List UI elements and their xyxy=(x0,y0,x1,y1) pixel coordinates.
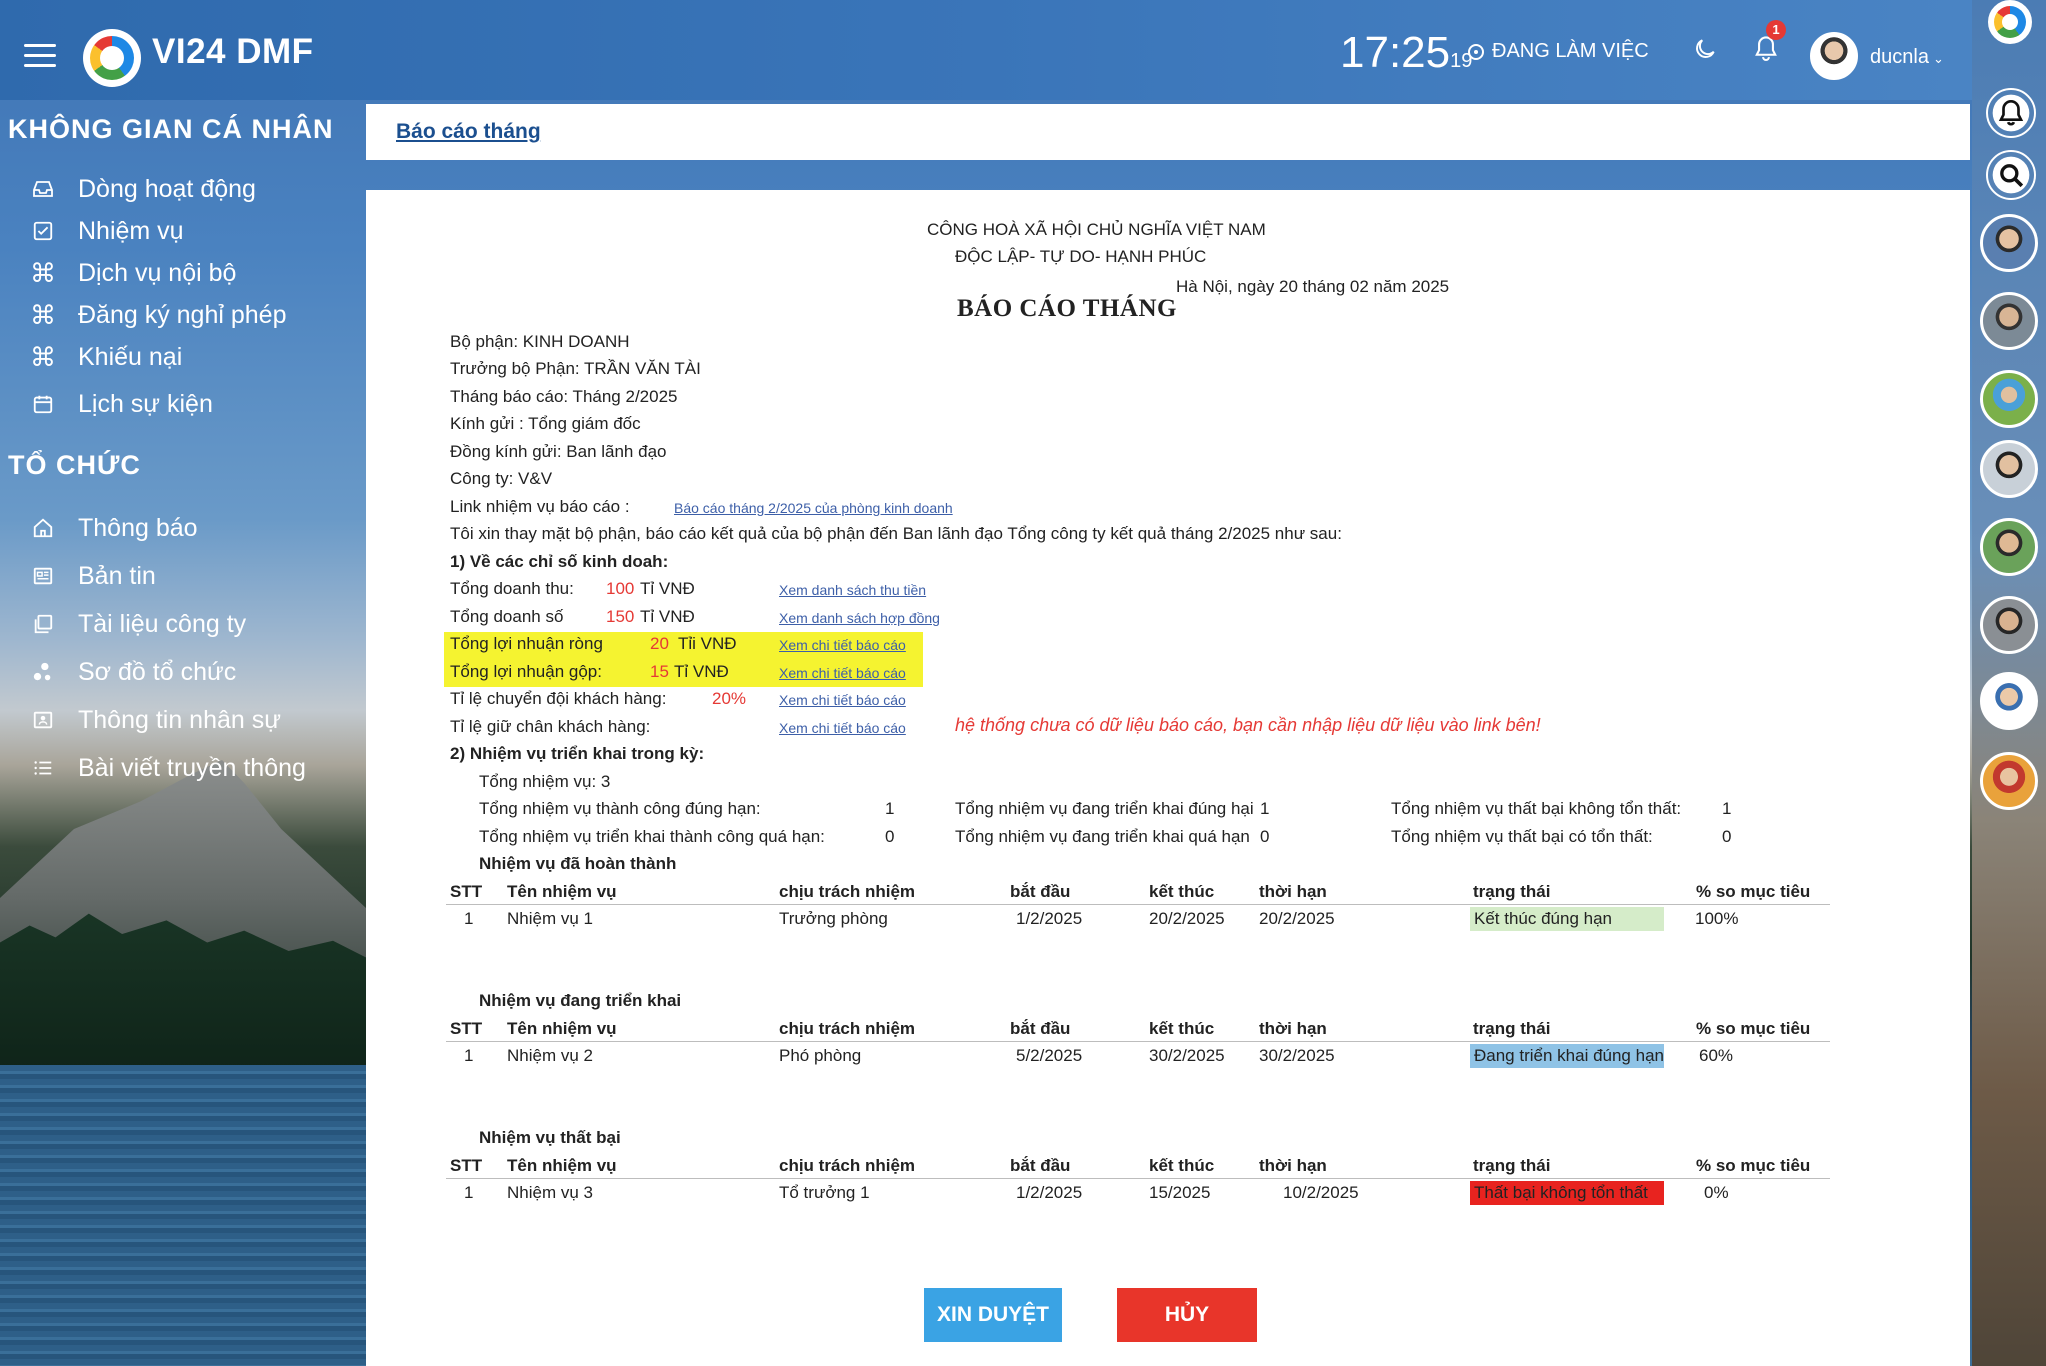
col-stt: STT xyxy=(450,1156,483,1175)
sidebar-item-internal-services[interactable]: ⌘ Dịch vụ nội bộ xyxy=(30,257,237,288)
metric-value-conversion-rate: 20% xyxy=(712,689,747,708)
cell-stt: 1 xyxy=(464,1183,474,1202)
top-bar xyxy=(0,0,1972,100)
col-start: bắt đầu xyxy=(1010,1019,1071,1038)
metric-value-gross-profit: 15 xyxy=(650,662,669,681)
table-divider xyxy=(446,1041,1830,1042)
table-divider xyxy=(446,1178,1830,1179)
col-deadline: thời hạn xyxy=(1259,1019,1327,1038)
tab-monthly-report[interactable]: Báo cáo tháng xyxy=(396,120,541,143)
command-icon: ⌘ xyxy=(30,299,56,330)
metric-unit-revenue: Tỉ VNĐ xyxy=(640,579,695,598)
id-card-icon xyxy=(30,707,56,733)
contact-avatar[interactable] xyxy=(1980,596,2038,654)
report-document xyxy=(366,190,1970,1366)
col-percent: % so mục tiêu xyxy=(1696,882,1811,901)
section-business-metrics: 1) Về các chỉ số kinh doah: xyxy=(450,552,669,571)
logo[interactable] xyxy=(83,29,141,87)
table-title-failed: Nhiệm vụ thất bại xyxy=(479,1128,621,1147)
place-date: Hà Nội, ngày 20 tháng 02 năm 2025 xyxy=(1176,277,1450,296)
sidebar-personal-list xyxy=(0,168,366,430)
col-status: trạng thái xyxy=(1473,1156,1551,1175)
inbox-icon xyxy=(30,176,56,202)
status-badge: Kết thúc đúng hạn xyxy=(1470,907,1664,931)
status-ring-icon xyxy=(1468,44,1484,60)
cell-owner: Trưởng phòng xyxy=(779,909,888,928)
col-start: bắt đầu xyxy=(1010,882,1071,901)
sidebar xyxy=(0,100,366,800)
sidebar-item-media-posts[interactable]: Bài viết truyền thông xyxy=(0,744,366,792)
metric-label-net-profit: Tổng lợi nhuận ròng xyxy=(450,634,603,653)
cell-deadline: 30/2/2025 xyxy=(1259,1046,1335,1065)
sidebar-item-event-calendar[interactable]: Lịch sự kiện xyxy=(0,378,366,430)
sidebar-section-organization: TỔ CHỨC xyxy=(8,450,141,480)
col-percent: % so mục tiêu xyxy=(1696,1019,1811,1038)
user-avatar[interactable] xyxy=(1810,32,1858,80)
metric-label-conversion-rate: Tỉ lệ chuyển đội khách hàng: xyxy=(450,689,667,708)
status-badge: Thất bại không tổn thất xyxy=(1470,1181,1664,1205)
cancel-button[interactable]: HỦY xyxy=(1117,1288,1257,1342)
metric-unit-gross-profit: Tỉ VNĐ xyxy=(674,662,729,681)
table-title-in-progress: Nhiệm vụ đang triển khai xyxy=(479,991,682,1010)
link-contract-list[interactable]: Xem danh sách hợp đồng xyxy=(779,610,940,626)
stat-label-failed-with-loss: Tổng nhiệm vụ thất bại có tổn thất: xyxy=(1391,827,1653,846)
bell-icon[interactable] xyxy=(1986,88,2036,138)
report-title: BÁO CÁO THÁNG xyxy=(957,295,1177,322)
org-chart-icon xyxy=(30,659,56,685)
stat-label-ongoing-on-time: Tổng nhiệm vụ đang triển khai đúng hại xyxy=(955,799,1254,818)
col-end: kết thúc xyxy=(1149,1019,1215,1038)
col-end: kết thúc xyxy=(1149,882,1215,901)
contact-avatar[interactable] xyxy=(1980,518,2038,576)
metric-label-gross-profit: Tổng lợi nhuận gộp: xyxy=(450,662,602,681)
cell-task-name: Nhiệm vụ 2 xyxy=(507,1046,593,1065)
metric-value-net-profit: 20 xyxy=(650,634,669,653)
app-logo-icon[interactable] xyxy=(1988,0,2032,44)
cell-task-name: Nhiệm vụ 1 xyxy=(507,909,593,928)
cell-end: 15/2025 xyxy=(1149,1183,1211,1202)
calendar-icon xyxy=(30,391,56,417)
cell-deadline: 10/2/2025 xyxy=(1283,1183,1359,1202)
col-task-name: Tên nhiệm vụ xyxy=(507,1156,617,1175)
brand-name: VI24 DMF xyxy=(152,32,314,71)
tab-bar xyxy=(366,104,1970,160)
link-conversion-detail[interactable]: Xem chi tiết báo cáo xyxy=(779,692,906,708)
col-owner: chịu trách nhiệm xyxy=(779,1019,916,1038)
contact-avatar[interactable] xyxy=(1980,292,2038,350)
col-percent: % so mục tiêu xyxy=(1696,1156,1811,1175)
sidebar-item-hr-info[interactable]: Thông tin nhân sự xyxy=(0,696,366,744)
work-status[interactable]: ĐANG LÀM VIỆC xyxy=(1468,40,1649,63)
hamburger-menu-icon[interactable] xyxy=(24,44,56,66)
cell-percent: 100% xyxy=(1695,909,1739,928)
section-tasks: 2) Nhiệm vụ triển khai trong kỳ: xyxy=(450,744,705,763)
metric-value-sales: 150 xyxy=(606,607,635,626)
stat-value-failed-with-loss: 0 xyxy=(1722,827,1732,846)
info-department-head: Trưởng bộ Phận: TRẦN VĂN TÀI xyxy=(450,359,701,378)
cell-owner: Phó phòng xyxy=(779,1046,862,1065)
info-company: Công ty: V&V xyxy=(450,469,553,488)
approve-button[interactable]: XIN DUYỆT xyxy=(924,1288,1062,1342)
metric-label-sales: Tổng doanh số xyxy=(450,607,564,626)
sidebar-item-activity[interactable]: Dòng hoạt động xyxy=(0,168,366,210)
sidebar-item-announcements[interactable]: Thông báo xyxy=(0,504,366,552)
task-link-label: Link nhiệm vụ báo cáo : xyxy=(450,497,630,516)
sidebar-item-tasks[interactable]: Nhiệm vụ xyxy=(0,210,366,252)
command-icon: ⌘ xyxy=(30,341,56,372)
contact-avatar[interactable] xyxy=(1980,214,2038,272)
col-task-name: Tên nhiệm vụ xyxy=(507,1019,617,1038)
sidebar-section-personal: KHÔNG GIAN CÁ NHÂN xyxy=(8,114,334,144)
info-recipient: Kính gửi : Tổng giám đốc xyxy=(450,414,641,433)
col-owner: chịu trách nhiệm xyxy=(779,882,916,901)
metric-label-revenue: Tổng doanh thu: xyxy=(450,579,574,598)
info-report-month: Tháng báo cáo: Tháng 2/2025 xyxy=(450,387,678,406)
status-badge: Đang triển khai đúng hạn xyxy=(1470,1044,1664,1068)
info-cc: Đồng kính gửi: Ban lãnh đạo xyxy=(450,442,667,461)
metric-label-retention-rate: Tỉ lệ giữ chân khách hàng: xyxy=(450,717,651,736)
total-tasks: Tổng nhiệm vụ: 3 xyxy=(479,772,611,791)
table-title-completed: Nhiệm vụ đã hoàn thành xyxy=(479,854,677,873)
metric-unit-net-profit: Tỉi VNĐ xyxy=(678,634,737,653)
home-icon xyxy=(30,515,56,541)
report-intro: Tôi xin thay mặt bộ phận, báo cáo kết quả của bộ phận đến Ban lãnh đạo Tổng công ty kết quả tháng 2/2025 như sau: xyxy=(450,524,1342,543)
link-payment-list[interactable]: Xem danh sách thu tiền xyxy=(779,582,927,598)
sidebar-item-leave-request[interactable]: ⌘ Đăng ký nghỉ phép xyxy=(30,299,287,330)
sidebar-item-newsletter[interactable]: Bản tin xyxy=(0,552,366,600)
contact-avatar[interactable] xyxy=(1980,752,2038,810)
stat-label-success-on-time: Tổng nhiệm vụ thành công đúng hạn: xyxy=(479,799,761,818)
stat-value-success-overdue: 0 xyxy=(885,827,895,846)
col-status: trạng thái xyxy=(1473,1019,1551,1038)
cell-percent: 0% xyxy=(1704,1183,1729,1202)
stat-value-ongoing-overdue: 0 xyxy=(1260,827,1270,846)
table-divider xyxy=(446,904,1830,905)
background-water xyxy=(0,1065,370,1366)
sidebar-item-company-documents[interactable]: Tài liệu công ty xyxy=(0,600,366,648)
col-stt: STT xyxy=(450,1019,483,1038)
moon-icon[interactable] xyxy=(1692,36,1718,62)
cell-stt: 1 xyxy=(464,909,474,928)
documents-icon xyxy=(30,611,56,637)
list-icon xyxy=(30,755,56,781)
cell-stt: 1 xyxy=(464,1046,474,1065)
stat-value-ongoing-on-time: 1 xyxy=(1260,799,1270,818)
col-end: kết thúc xyxy=(1149,1156,1215,1175)
clock: 17:2519 xyxy=(1340,28,1473,77)
motto-heading: ĐỘC LẬP- TỰ DO- HẠNH PHÚC xyxy=(955,247,1207,266)
notification-badge: 1 xyxy=(1766,20,1786,40)
contact-avatar[interactable] xyxy=(1980,672,2038,730)
metric-unit-sales: Tỉ VNĐ xyxy=(640,607,695,626)
col-status: trạng thái xyxy=(1473,882,1551,901)
contact-avatar[interactable] xyxy=(1980,440,2038,498)
stat-value-failed-no-loss: 1 xyxy=(1722,799,1732,818)
stat-label-success-overdue: Tổng nhiệm vụ triển khai thành công quá hạn: xyxy=(479,827,825,846)
nation-heading: CÔNG HOÀ XÃ HỘI CHỦ NGHĨA VIỆT NAM xyxy=(927,220,1266,239)
cell-owner: Tổ trưởng 1 xyxy=(779,1183,870,1202)
contact-avatar[interactable] xyxy=(1980,370,2038,428)
col-task-name: Tên nhiệm vụ xyxy=(507,882,617,901)
stat-value-success-on-time: 1 xyxy=(885,799,895,818)
checkbox-icon xyxy=(30,218,56,244)
metric-value-revenue: 100 xyxy=(606,579,635,598)
chevron-down-icon: ⌄ xyxy=(1932,51,1944,66)
task-report-link[interactable]: Báo cáo tháng 2/2025 của phòng kinh doanh xyxy=(674,500,953,516)
cell-deadline: 20/2/2025 xyxy=(1259,909,1335,928)
col-start: bắt đầu xyxy=(1010,1156,1071,1175)
command-icon: ⌘ xyxy=(30,257,56,288)
col-stt: STT xyxy=(450,882,483,901)
col-owner: chịu trách nhiệm xyxy=(779,1156,916,1175)
missing-data-warning: hệ thống chưa có dữ liệu báo cáo, bạn cần nhập liệu dữ liệu vào link bên! xyxy=(955,715,1541,735)
sidebar-item-complaints[interactable]: ⌘ Khiếu nại xyxy=(30,341,183,372)
cell-end: 30/2/2025 xyxy=(1149,1046,1225,1065)
stat-label-ongoing-overdue: Tổng nhiệm vụ đang triển khai quá hạn xyxy=(955,827,1250,846)
cell-percent: 60% xyxy=(1699,1046,1734,1065)
sidebar-item-org-chart[interactable]: Sơ đồ tổ chức xyxy=(0,648,366,696)
search-icon[interactable] xyxy=(1986,150,2036,200)
cell-task-name: Nhiệm vụ 3 xyxy=(507,1183,593,1202)
link-retention-detail[interactable]: Xem chi tiết báo cáo xyxy=(779,720,906,736)
sidebar-org-list xyxy=(0,504,366,792)
cell-start: 5/2/2025 xyxy=(1016,1046,1083,1065)
col-deadline: thời hạn xyxy=(1259,882,1327,901)
clock-seconds: 19 xyxy=(1450,50,1473,72)
cell-start: 1/2/2025 xyxy=(1016,909,1083,928)
col-deadline: thời hạn xyxy=(1259,1156,1327,1175)
newspaper-icon xyxy=(30,563,56,589)
stat-label-failed-no-loss: Tổng nhiệm vụ thất bại không tổn thất: xyxy=(1391,799,1682,818)
link-gross-profit-detail[interactable]: Xem chi tiết báo cáo xyxy=(779,665,906,681)
link-net-profit-detail[interactable]: Xem chi tiết báo cáo xyxy=(779,637,906,653)
username-dropdown[interactable]: ducnla ⌄ xyxy=(1870,46,1944,68)
cell-end: 20/2/2025 xyxy=(1149,909,1225,928)
cell-start: 1/2/2025 xyxy=(1016,1183,1083,1202)
info-department: Bộ phận: KINH DOANH xyxy=(450,332,630,351)
